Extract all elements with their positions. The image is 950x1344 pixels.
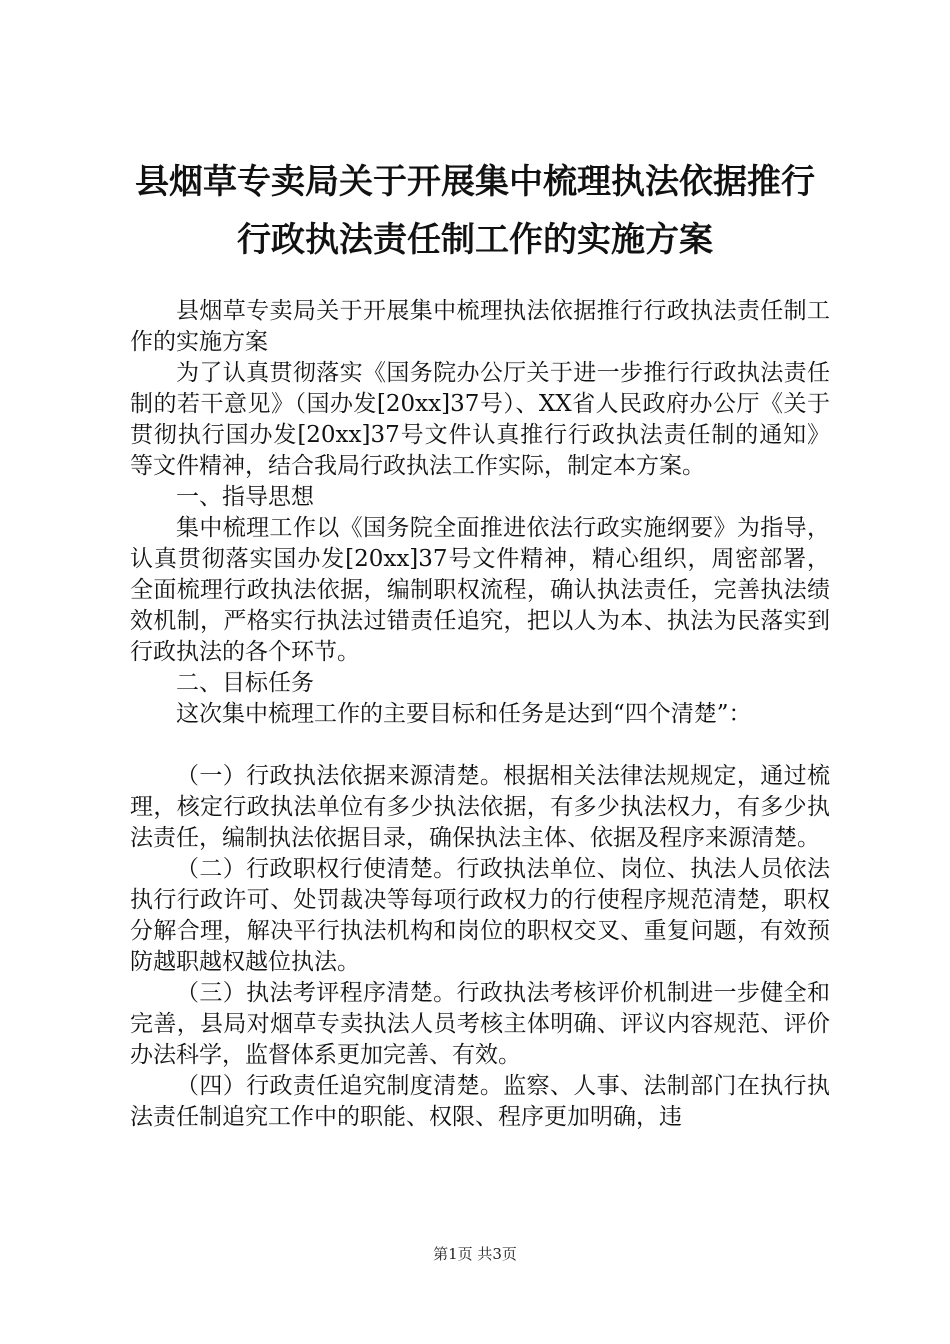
body-paragraph-intro: 为了认真贯彻落实《国务院办公厅关于进一步推行行政执法责任制的若干意见》（国办发[20xx]37号）、XX省人民政府办公厅《关于贯彻执行国办发[20xx]37号文件认真推行行政执法责任制的通知》等文件精神，结合我局行政执法工作实际，制定本方案。 — [130, 360, 830, 479]
document-body — [130, 296, 830, 1133]
section-heading-goals: 二、目标任务 — [176, 670, 314, 696]
body-paragraph-guiding-thought: 集中梳理工作以《国务院全面推进依法行政实施纲要》为指导，认真贯彻落实国办发[20xx]37号文件精神，精心组织，周密部署，全面梳理行政执法依据，编制职权流程，确认执法责任，完善执法绩效机制，严格实行执法过错责任追究，把以人为本、执法为民落实到行政执法的各个环节。 — [130, 515, 830, 665]
document-title-line-2: 行政执法责任制工作的实施方案 — [237, 220, 713, 260]
document-title-line-1: 县烟草专卖局关于开展集中梳理执法依据推行 — [135, 162, 815, 202]
section-heading-guiding-thought: 一、指导思想 — [176, 484, 314, 510]
body-paragraph-item-4: （四）行政责任追究制度清楚。监察、人事、法制部门在执行执法责任制追究工作中的职能、权限、程序更加明确，违 — [130, 1073, 830, 1130]
body-paragraph-item-2: （二）行政职权行使清楚。行政执法单位、岗位、执法人员依法执行行政许可、处罚裁决等每项行政权力的行使程序规范清楚，职权分解合理，解决平行执法机构和岗位的职权交叉、重复问题，有效预防越职越权越位执法。 — [130, 856, 830, 975]
body-paragraph-goals-intro: 这次集中梳理工作的主要目标和任务是达到“四个清楚”： — [176, 701, 752, 727]
body-paragraph-item-1: （一）行政执法依据来源清楚。根据相关法律法规规定，通过梳理，核定行政执法单位有多少执法依据，有多少执法权力，有多少执法责任，编制执法依据目录，确保执法主体、依据及程序来源清楚。 — [130, 763, 830, 851]
page-footer: 第1页 共3页 — [433, 1245, 517, 1263]
body-paragraph-heading-repeat: 县烟草专卖局关于开展集中梳理执法依据推行行政执法责任制工作的实施方案 — [130, 298, 830, 355]
body-paragraph-item-3: （三）执法考评程序清楚。行政执法考核评价机制进一步健全和完善，县局对烟草专卖执法人员考核主体明确、评议内容规范、评价办法科学，监督体系更加完善、有效。 — [130, 980, 830, 1068]
